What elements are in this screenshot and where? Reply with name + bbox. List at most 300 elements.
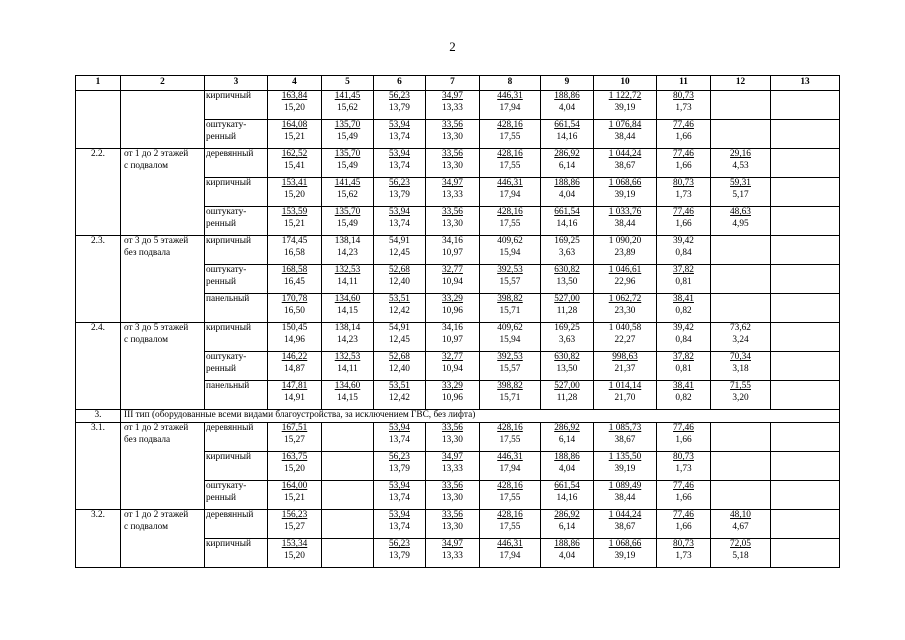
value-cell — [480, 236, 541, 265]
value-bottom: 39,19 — [614, 550, 636, 561]
value-cell — [426, 352, 480, 381]
value-bottom: 13,79 — [389, 102, 410, 113]
column-header: 9 — [541, 76, 594, 91]
value-cell — [541, 294, 594, 323]
value-bottom: 16,50 — [284, 305, 305, 316]
value-top: 77,46 — [673, 510, 694, 520]
value-top: 34,97 — [442, 539, 463, 549]
value-bottom: 10,96 — [442, 305, 463, 316]
value-top: 286,92 — [554, 149, 580, 159]
value-top: 409,62 — [497, 236, 523, 246]
value-bottom: 3,63 — [558, 247, 576, 258]
value-cell — [374, 510, 426, 539]
value-top: 34,97 — [442, 452, 463, 462]
value-top: 188,86 — [554, 539, 580, 549]
value-bottom: 4,04 — [558, 550, 576, 561]
group-description — [121, 91, 205, 149]
value-top: 33,56 — [442, 423, 463, 433]
value-cell — [594, 323, 657, 352]
value-bottom: 15,57 — [499, 363, 521, 374]
value-cell — [322, 91, 374, 120]
value-top: 661,54 — [554, 120, 580, 130]
value-bottom: 15,20 — [284, 189, 305, 200]
value-cell — [771, 178, 840, 207]
value-cell — [541, 539, 594, 568]
value-top: 428,16 — [497, 207, 523, 217]
value-cell — [374, 120, 426, 149]
value-bottom: 13,50 — [556, 363, 578, 374]
table-row — [76, 149, 840, 178]
material-cell: оштукату- ренный — [205, 207, 268, 236]
value-bottom: 1,66 — [675, 492, 692, 503]
group-code: 2.4. — [76, 323, 121, 410]
value-bottom: 12,45 — [389, 334, 410, 345]
value-bottom: 0,84 — [675, 247, 692, 258]
value-cell — [374, 352, 426, 381]
material-cell: кирпичный — [205, 178, 268, 207]
value-cell — [771, 120, 840, 149]
value-cell — [541, 510, 594, 539]
value-bottom: 17,55 — [499, 492, 521, 503]
value-bottom: 1,73 — [675, 189, 692, 200]
value-cell — [480, 381, 541, 410]
value-bottom: 15,20 — [284, 550, 305, 561]
value-bottom: 16,45 — [284, 276, 305, 287]
value-bottom: 23,89 — [614, 247, 636, 258]
value-cell — [480, 91, 541, 120]
value-bottom: 4,53 — [732, 160, 749, 171]
value-cell — [711, 381, 771, 410]
value-cell — [771, 381, 840, 410]
value-top: 1 089,49 — [608, 481, 642, 491]
value-cell — [594, 539, 657, 568]
value-top: 428,16 — [497, 149, 523, 159]
value-top: 34,97 — [442, 91, 463, 101]
value-bottom: 5,17 — [732, 189, 749, 200]
value-cell — [711, 423, 771, 452]
value-bottom: 15,27 — [284, 521, 305, 532]
value-top: 169,25 — [554, 323, 580, 333]
value-top: 38,41 — [673, 294, 694, 304]
value-cell — [657, 510, 711, 539]
value-cell — [771, 236, 840, 265]
value-top: 34,16 — [442, 323, 463, 333]
value-bottom: 6,14 — [558, 434, 576, 445]
value-cell — [268, 294, 322, 323]
value-top: 141,45 — [334, 91, 361, 101]
value-top: 53,94 — [389, 481, 410, 491]
value-bottom: 10,94 — [442, 363, 463, 374]
table-row — [76, 510, 840, 539]
value-bottom: 4,04 — [558, 189, 576, 200]
value-cell — [322, 381, 374, 410]
value-cell — [322, 236, 374, 265]
value-top: 998,63 — [612, 352, 638, 362]
value-cell — [594, 149, 657, 178]
value-bottom: 15,57 — [499, 276, 521, 287]
material-cell: оштукату- ренный — [205, 481, 268, 510]
value-cell — [594, 381, 657, 410]
value-bottom: 13,30 — [442, 492, 463, 503]
value-cell — [594, 120, 657, 149]
value-bottom: 15,20 — [284, 102, 305, 113]
value-cell — [268, 481, 322, 510]
value-bottom: 13,33 — [442, 463, 463, 474]
column-header: 1 — [76, 76, 121, 91]
value-top: 174,45 — [281, 236, 308, 246]
value-cell — [541, 381, 594, 410]
value-top: 73,62 — [730, 323, 751, 333]
value-cell — [771, 207, 840, 236]
value-cell — [657, 265, 711, 294]
value-bottom: 13,79 — [389, 463, 410, 474]
tariff-table — [75, 75, 840, 568]
value-cell — [594, 481, 657, 510]
value-cell — [541, 207, 594, 236]
value-cell — [480, 120, 541, 149]
value-bottom: 5,18 — [732, 550, 749, 561]
value-bottom: 23,30 — [614, 305, 636, 316]
value-bottom: 13,33 — [442, 102, 463, 113]
value-top: 446,31 — [497, 539, 523, 549]
value-top: 39,42 — [673, 236, 694, 246]
value-cell — [657, 178, 711, 207]
column-header: 5 — [322, 76, 374, 91]
value-cell — [594, 265, 657, 294]
value-cell — [594, 294, 657, 323]
value-top: 33,56 — [442, 149, 463, 159]
value-bottom: 15,21 — [284, 131, 305, 142]
value-cell — [426, 207, 480, 236]
value-bottom: 0,84 — [675, 334, 692, 345]
value-top: 428,16 — [497, 120, 523, 130]
value-cell — [268, 120, 322, 149]
table-header-row — [76, 76, 840, 91]
value-cell — [541, 323, 594, 352]
value-cell — [268, 381, 322, 410]
value-bottom: 15,71 — [499, 392, 521, 403]
value-cell — [480, 539, 541, 568]
page-number: 2 — [449, 39, 456, 54]
value-bottom: 10,96 — [442, 392, 463, 403]
value-bottom: 0,81 — [675, 276, 692, 287]
value-cell — [374, 452, 426, 481]
value-bottom: 21,70 — [614, 392, 636, 403]
material-cell: оштукату- ренный — [205, 265, 268, 294]
value-top: 170,78 — [281, 294, 308, 304]
value-top: 527,00 — [554, 381, 580, 391]
value-top: 132,53 — [334, 265, 361, 275]
value-cell — [374, 539, 426, 568]
value-top: 153,59 — [281, 207, 308, 217]
value-cell — [322, 207, 374, 236]
column-header: 10 — [594, 76, 657, 91]
value-bottom: 13,33 — [442, 189, 463, 200]
value-cell — [322, 539, 374, 568]
value-top: 135,70 — [334, 120, 361, 130]
column-header: 7 — [426, 76, 480, 91]
value-cell — [771, 510, 840, 539]
table-row — [76, 236, 840, 265]
value-bottom: 1,66 — [675, 131, 692, 142]
value-top: 53,94 — [389, 207, 410, 217]
value-top: 80,73 — [673, 452, 694, 462]
value-top: 527,00 — [554, 294, 580, 304]
value-top: 147,81 — [281, 381, 308, 391]
value-bottom: 11,28 — [556, 305, 578, 316]
value-top: 59,31 — [730, 178, 751, 188]
value-cell — [426, 481, 480, 510]
value-bottom: 15,41 — [284, 160, 305, 171]
value-cell — [541, 452, 594, 481]
value-top: 135,70 — [334, 149, 361, 159]
value-top: 37,82 — [673, 352, 694, 362]
value-cell — [657, 452, 711, 481]
value-bottom: 17,94 — [499, 463, 521, 474]
value-cell — [771, 423, 840, 452]
value-top: 153,41 — [281, 178, 308, 188]
value-top: 156,23 — [281, 510, 308, 520]
column-header: 12 — [711, 76, 771, 91]
value-top: 1 040,58 — [608, 323, 642, 333]
material-cell: кирпичный — [205, 236, 268, 265]
value-cell — [268, 178, 322, 207]
value-cell — [711, 323, 771, 352]
value-bottom: 15,21 — [284, 492, 305, 503]
value-cell — [711, 352, 771, 381]
value-top: 1 090,20 — [608, 236, 642, 246]
value-cell — [268, 236, 322, 265]
value-top: 162,52 — [281, 149, 308, 159]
value-cell — [374, 236, 426, 265]
value-top: 138,14 — [334, 323, 361, 333]
value-bottom: 4,04 — [558, 463, 576, 474]
table-row — [76, 323, 840, 352]
value-bottom: 14,91 — [284, 392, 305, 403]
value-cell — [711, 178, 771, 207]
value-cell — [322, 352, 374, 381]
value-top: 1 044,24 — [608, 149, 642, 159]
value-bottom: 13,74 — [389, 521, 410, 532]
value-bottom: 10,97 — [442, 247, 463, 258]
tariff-table-container — [75, 75, 839, 568]
value-cell — [480, 423, 541, 452]
value-top: 630,82 — [554, 352, 580, 362]
value-cell — [322, 323, 374, 352]
value-cell — [541, 423, 594, 452]
value-cell — [268, 539, 322, 568]
value-bottom: 1,73 — [675, 550, 692, 561]
column-header: 11 — [657, 76, 711, 91]
value-cell — [322, 265, 374, 294]
value-bottom: 22,27 — [614, 334, 636, 345]
table-row — [76, 91, 840, 120]
value-top: 32,77 — [442, 265, 463, 275]
value-cell — [541, 352, 594, 381]
value-top: 48,10 — [730, 510, 751, 520]
value-bottom: 11,28 — [556, 392, 578, 403]
value-top: 77,46 — [673, 481, 694, 491]
value-cell — [711, 481, 771, 510]
value-bottom: 39,19 — [614, 463, 636, 474]
value-cell — [771, 539, 840, 568]
value-bottom: 15,21 — [284, 218, 305, 229]
value-cell — [771, 265, 840, 294]
value-top: 164,00 — [281, 481, 308, 491]
value-cell — [480, 178, 541, 207]
value-top: 188,86 — [554, 91, 580, 101]
value-bottom: 39,19 — [614, 189, 636, 200]
material-cell: панельный — [205, 294, 268, 323]
value-cell — [771, 149, 840, 178]
group-description: от 3 до 5 этажей без подвала — [121, 236, 205, 323]
value-bottom: 6,14 — [558, 521, 576, 532]
value-cell — [322, 481, 374, 510]
value-cell — [711, 207, 771, 236]
group-code: 2.2. — [76, 149, 121, 236]
value-top: 188,86 — [554, 452, 580, 462]
value-cell — [426, 265, 480, 294]
value-bottom: 17,55 — [499, 218, 521, 229]
value-top: 164,08 — [281, 120, 308, 130]
value-cell — [480, 149, 541, 178]
value-cell — [657, 149, 711, 178]
value-cell — [480, 207, 541, 236]
value-cell — [541, 149, 594, 178]
group-description: от 1 до 2 этажей без подвала — [121, 423, 205, 510]
value-bottom: 1,66 — [675, 521, 692, 532]
value-top: 661,54 — [554, 481, 580, 491]
value-bottom: 13,30 — [442, 434, 463, 445]
value-cell — [594, 236, 657, 265]
value-bottom: 38,67 — [614, 521, 636, 532]
value-bottom: 13,50 — [556, 276, 578, 287]
value-cell — [426, 381, 480, 410]
value-top: 1 135,50 — [608, 452, 642, 462]
value-top: 33,56 — [442, 120, 463, 130]
value-cell — [541, 481, 594, 510]
value-bottom: 38,44 — [614, 492, 636, 503]
value-top: 392,53 — [497, 352, 523, 362]
value-bottom: 38,44 — [614, 131, 636, 142]
value-top: 1 062,72 — [608, 294, 642, 304]
value-bottom: 14,11 — [337, 363, 358, 374]
value-top: 398,82 — [497, 381, 523, 391]
value-cell — [268, 265, 322, 294]
value-bottom: 38,67 — [614, 160, 636, 171]
value-top: 56,23 — [389, 178, 410, 188]
value-top: 77,46 — [673, 149, 694, 159]
value-cell — [480, 294, 541, 323]
value-cell — [541, 236, 594, 265]
value-cell — [541, 265, 594, 294]
value-cell — [711, 539, 771, 568]
value-top: 56,23 — [389, 539, 410, 549]
value-bottom: 21,37 — [614, 363, 636, 374]
value-bottom: 17,55 — [499, 131, 521, 142]
value-bottom: 14,16 — [556, 131, 578, 142]
value-bottom: 1,66 — [675, 434, 692, 445]
value-bottom: 13,74 — [389, 434, 410, 445]
value-bottom: 15,62 — [337, 102, 358, 113]
value-bottom: 14,23 — [337, 247, 358, 258]
value-cell — [480, 452, 541, 481]
value-bottom: 17,94 — [499, 189, 521, 200]
value-cell — [268, 352, 322, 381]
value-bottom: 14,11 — [337, 276, 358, 287]
value-bottom: 3,24 — [732, 334, 749, 345]
value-bottom: 12,40 — [389, 276, 410, 287]
value-bottom: 13,79 — [389, 189, 410, 200]
section-row — [76, 410, 840, 423]
value-cell — [268, 207, 322, 236]
group-description: от 1 до 2 этажей с подвалом — [121, 510, 205, 568]
value-bottom: 14,23 — [337, 334, 358, 345]
value-top: 134,60 — [334, 381, 361, 391]
value-bottom: 15,71 — [499, 305, 521, 316]
material-cell: кирпичный — [205, 91, 268, 120]
table-row — [76, 423, 840, 452]
value-cell — [322, 510, 374, 539]
value-cell — [322, 452, 374, 481]
value-cell — [268, 323, 322, 352]
value-bottom: 3,20 — [732, 392, 749, 403]
value-cell — [426, 539, 480, 568]
value-bottom: 13,30 — [442, 521, 463, 532]
value-top: 398,82 — [497, 294, 523, 304]
value-cell — [374, 381, 426, 410]
value-bottom: 3,63 — [558, 334, 576, 345]
value-cell — [480, 323, 541, 352]
value-cell — [374, 91, 426, 120]
value-cell — [711, 452, 771, 481]
value-bottom: 4,67 — [732, 521, 749, 532]
value-top: 53,51 — [389, 381, 410, 391]
value-bottom: 13,74 — [389, 131, 410, 142]
value-cell — [322, 120, 374, 149]
value-cell — [657, 91, 711, 120]
value-top: 428,16 — [497, 510, 523, 520]
material-cell: кирпичный — [205, 539, 268, 568]
value-cell — [426, 423, 480, 452]
value-bottom: 16,58 — [284, 247, 305, 258]
section-title: III тип (оборудованные всеми видами благоустройства, за исключением ГВС, без лифта) — [121, 410, 840, 423]
value-bottom: 12,45 — [389, 247, 410, 258]
value-cell — [711, 149, 771, 178]
value-bottom: 6,14 — [558, 160, 576, 171]
group-code: 3.1. — [76, 423, 121, 510]
value-bottom: 3,18 — [732, 363, 749, 374]
value-bottom: 13,30 — [442, 131, 463, 142]
group-code: 3.2. — [76, 510, 121, 568]
value-top: 33,56 — [442, 510, 463, 520]
material-cell: деревянный — [205, 149, 268, 178]
value-bottom: 38,67 — [614, 434, 636, 445]
value-cell — [480, 481, 541, 510]
value-top: 169,25 — [554, 236, 580, 246]
value-cell — [268, 91, 322, 120]
value-cell — [374, 323, 426, 352]
value-bottom: 15,62 — [337, 189, 358, 200]
column-header: 6 — [374, 76, 426, 91]
value-top: 52,68 — [389, 352, 410, 362]
value-cell — [711, 236, 771, 265]
value-top: 446,31 — [497, 91, 523, 101]
value-top: 1 068,66 — [608, 539, 642, 549]
value-top: 163,75 — [281, 452, 308, 462]
value-top: 138,14 — [334, 236, 361, 246]
value-top: 38,41 — [673, 381, 694, 391]
